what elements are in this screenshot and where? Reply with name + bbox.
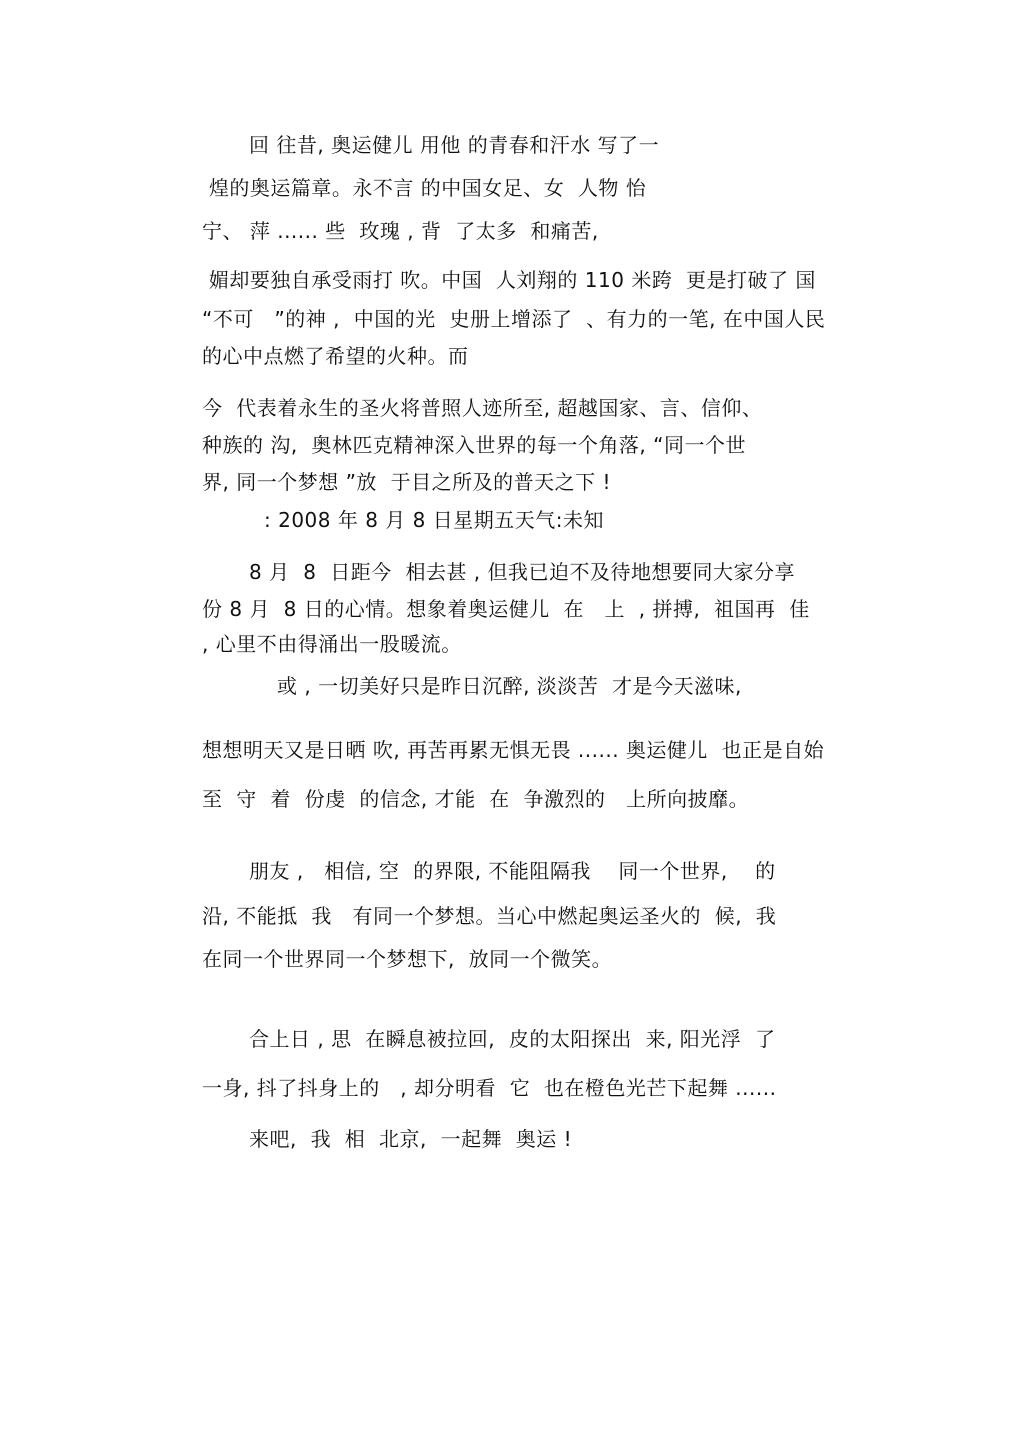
text-line: 今 代表着永生的圣火将普照人迹所至, 超越国家、言、信仰、	[202, 396, 763, 420]
text-line: 份 8 月 8 日的心情。想象着奥运健儿 在 上 , 拼搏, 祖国再 佳	[202, 597, 810, 621]
text-line: 至 守 着 份虔 的信念, 才能 在 争激烈的 上所向披靡。	[202, 787, 750, 811]
date-weather-line: : 2008 年 8 月 8 日星期五天气:未知	[264, 508, 604, 532]
text-line: 种族的 沟, 奥林匹克精神深入世界的每一个角落, “同一个世	[202, 433, 747, 457]
text-line: , 心里不由得涌出一股暖流。	[202, 632, 462, 656]
text-line: 一身, 抖了抖身上的 , 却分明看 它 也在橙色光芒下起舞 ......	[202, 1076, 777, 1100]
text-line: 在同一个世界同一个梦想下, 放同一个微笑。	[202, 947, 613, 971]
text-line: 界, 同一个梦想 ”放 于目之所及的普天之下 !	[202, 470, 612, 494]
text-line: 想想明天又是日晒 吹, 再苦再累无惧无畏 ...... 奥运健儿 也正是自始	[202, 738, 825, 762]
text-line: 来吧, 我 相 北京, 一起舞 奥运 !	[249, 1127, 573, 1151]
text-line: 回 往昔, 奥运健儿 用他 的青春和汗水 写了一	[249, 133, 660, 157]
text-line: 沿, 不能抵 我 有同一个梦想。当心中燃起奥运圣火的 候, 我	[202, 904, 777, 928]
text-line: 媚却要独自承受雨打 吹。中国 人刘翔的 110 米跨 更是打破了 国	[202, 268, 816, 292]
text-line: 8 月 8 日距今 相去甚 , 但我已迫不及待地想要同大家分享	[249, 560, 796, 584]
text-line: “不可 ”的神 , 中国的光 史册上增添了 、有力的一笔, 在中国人民	[202, 307, 826, 331]
text-line: 的心中点燃了希望的火种。而	[202, 344, 469, 368]
text-line: 合上日 , 思 在瞬息被拉回, 皮的太阳探出 来, 阳光浮 了	[249, 1027, 776, 1051]
text-line: 煌的奥运篇章。永不言 的中国女足、女 人物 怡	[202, 176, 647, 200]
text-line: 或 , 一切美好只是昨日沉醉, 淡淡苦 才是今天滋味,	[277, 674, 742, 698]
text-line: 宁、 萍 ...... 些 玫瑰 , 背 了太多 和痛苦,	[202, 219, 599, 243]
text-line: 朋友 , 相信, 空 的界限, 不能阻隔我 同一个世界, 的	[249, 859, 776, 883]
